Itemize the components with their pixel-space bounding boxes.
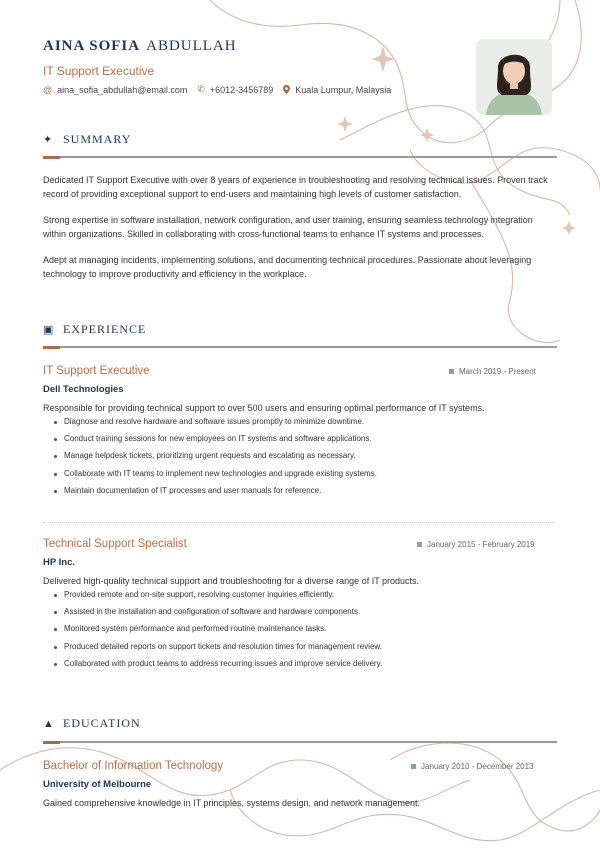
company-name: HP Inc. <box>43 557 76 568</box>
company-name: Dell Technologies <box>43 384 124 395</box>
at-icon: @ <box>43 84 53 95</box>
education-divider <box>43 741 557 743</box>
location-pin-icon <box>283 85 290 94</box>
list-item: Collaborate with IT teams to implement new technologies and upgrade existing systems. <box>52 469 377 486</box>
job-description: Delivered high-quality technical support and troubleshooting for a diverse range of IT products. <box>43 576 420 586</box>
experience-heading-text: EXPERIENCE <box>63 322 147 336</box>
education-heading <box>43 716 141 731</box>
contact-phone[interactable] <box>197 84 273 95</box>
job-title: Technical Support Specialist <box>43 538 187 550</box>
calendar-icon <box>449 369 454 374</box>
job-bullet-list <box>52 590 382 676</box>
list-item: Collaborated with product teams to address recurring issues and improve service delivery. <box>52 659 382 676</box>
summary-paragraph-2: Strong expertise in software installation, network configuration, and user training, ensuring seamless technology integration within organizations. Skilled in collaborating with cross-functional teams to enhance IT systems and processes. <box>43 215 533 239</box>
contact-email[interactable] <box>43 84 187 95</box>
summary-heading <box>43 132 131 147</box>
contact-location <box>283 84 391 95</box>
last-name: ABDULLAH <box>146 38 237 54</box>
candidate-name <box>43 38 237 55</box>
job-bullet-list <box>52 417 377 503</box>
contact-info <box>43 84 391 95</box>
email-text: aina_sofia_abdullah@email.com <box>57 84 188 95</box>
summary-paragraph-3: Adept at managing incidents, implementing solutions, and documenting technical procedures. Passionate about leveraging technology to improve productivity and efficiency in the workplace. <box>43 255 532 279</box>
summary-heading-text: SUMMARY <box>63 132 132 146</box>
profile-photo <box>476 39 552 115</box>
sparkle-icon: ✦ <box>43 134 54 146</box>
first-name: AINA SOFIA <box>43 38 141 54</box>
job-separator <box>43 522 555 523</box>
list-item: Conduct training sessions for new employees on IT systems and software applications. <box>52 434 377 451</box>
education-description: Gained comprehensive knowledge in IT principles, systems design, and network management. <box>43 798 421 808</box>
phone-icon: ✆ <box>197 84 205 94</box>
summary-divider <box>43 156 557 158</box>
school-name: University of Melbourne <box>43 779 152 790</box>
list-item: Diagnose and resolve hardware and software issues promptly to minimize downtime. <box>52 417 377 434</box>
summary-paragraph-1: Dedicated IT Support Executive with over 8 years of experience in troubleshooting and resolving technical issues. Proven track record of providing exceptional support to end-users and maintaining high levels of customer satisfaction. <box>43 175 548 199</box>
graduation-cap-icon: ▲ <box>43 717 55 730</box>
list-item: Monitored system performance and performed routine maintenance tasks. <box>52 624 382 641</box>
calendar-icon <box>417 542 422 547</box>
experience-heading <box>43 322 146 337</box>
education-heading-text: EDUCATION <box>63 716 141 730</box>
phone-text: +6012-3456789 <box>209 84 274 95</box>
job-title: IT Support Executive <box>43 365 150 377</box>
list-item: Produced detailed reports on support tickets and resolution times for management review. <box>52 642 382 659</box>
briefcase-icon: ▣ <box>43 324 55 336</box>
degree-title: Bachelor of Information Technology <box>43 760 224 772</box>
job-role: IT Support Executive <box>43 64 155 78</box>
list-item: Provided remote and on-site support, resolving customer inquiries efficiently. <box>52 590 382 607</box>
location-text: Kuala Lumpur, Malaysia <box>295 84 392 95</box>
calendar-icon <box>411 764 416 769</box>
education-date: January 2010 - December 2013 <box>411 762 534 771</box>
job-description: Responsible for providing technical support to over 500 users and ensuring optimal performance of IT systems. <box>43 403 485 413</box>
list-item: Manage helpdesk tickets, prioritizing urgent requests and escalating as necessary. <box>52 451 377 468</box>
job-date: January 2015 - February 2019 <box>417 540 535 549</box>
list-item: Maintain documentation of IT processes and user manuals for reference. <box>52 486 377 503</box>
experience-divider <box>43 346 557 348</box>
job-date: March 2019 - Present <box>449 367 536 376</box>
list-item: Assisted in the installation and configuration of software and hardware components. <box>52 607 382 624</box>
